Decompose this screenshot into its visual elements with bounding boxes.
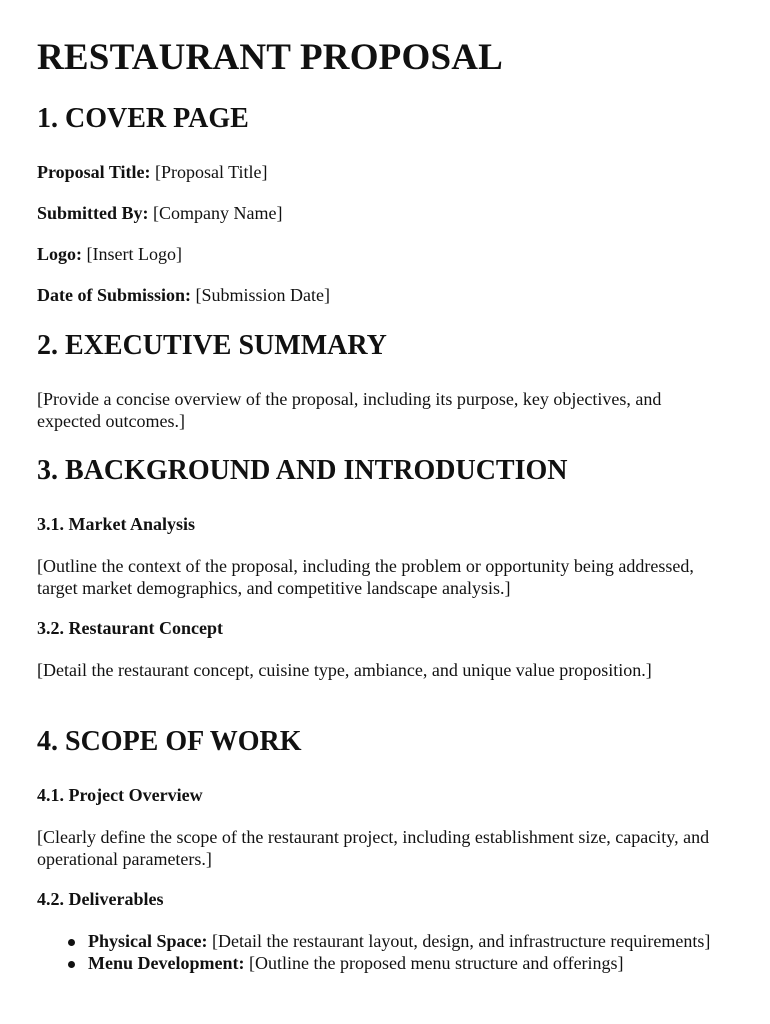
field-proposal-title bbox=[37, 161, 268, 183]
bullet-icon bbox=[68, 961, 75, 968]
section-heading-executive-summary: 2. EXECUTIVE SUMMARY bbox=[37, 330, 387, 361]
list-item bbox=[37, 952, 727, 974]
field-label: Date of Submission: bbox=[37, 285, 192, 305]
subsection-heading-market-analysis: 3.1. Market Analysis bbox=[37, 514, 196, 534]
field-value: [Submission Date] bbox=[195, 285, 331, 305]
executive-summary-body: [Provide a concise overview of the proposal, including its purpose, key objectives, and expected outcomes.] bbox=[37, 389, 662, 431]
field-value: [Company Name] bbox=[153, 203, 283, 223]
document-title: RESTAURANT PROPOSAL bbox=[37, 37, 504, 78]
list-item-text: [Detail the restaurant layout, design, and infrastructure requirements] bbox=[212, 931, 711, 951]
list-item-text: [Outline the proposed menu structure and offerings] bbox=[248, 953, 624, 973]
list-item bbox=[37, 930, 727, 952]
deliverables-list bbox=[37, 930, 727, 974]
project-overview-body: [Clearly define the scope of the restaurant project, including establishment size, capacity, and operational parameters.] bbox=[37, 827, 710, 869]
restaurant-concept-body: [Detail the restaurant concept, cuisine type, ambiance, and unique value proposition.] bbox=[37, 660, 652, 680]
section-heading-background: 3. BACKGROUND AND INTRODUCTION bbox=[37, 455, 568, 486]
field-label: Proposal Title: bbox=[37, 162, 151, 182]
list-item-label: Menu Development: bbox=[88, 953, 245, 973]
subsection-heading-deliverables: 4.2. Deliverables bbox=[37, 889, 164, 909]
field-date-of-submission bbox=[37, 284, 330, 306]
section-heading-cover: 1. COVER PAGE bbox=[37, 103, 249, 134]
field-value: [Proposal Title] bbox=[155, 162, 268, 182]
subsection-heading-project-overview: 4.1. Project Overview bbox=[37, 785, 203, 805]
market-analysis-body: [Outline the context of the proposal, including the problem or opportunity being addressed, target market demographics, and competitive landscape analysis.] bbox=[37, 556, 694, 598]
bullet-icon bbox=[68, 939, 75, 946]
section-heading-scope: 4. SCOPE OF WORK bbox=[37, 726, 302, 757]
field-label: Logo: bbox=[37, 244, 82, 264]
list-item-label: Physical Space: bbox=[88, 931, 208, 951]
field-label: Submitted By: bbox=[37, 203, 149, 223]
field-logo bbox=[37, 243, 182, 265]
field-value: [Insert Logo] bbox=[86, 244, 182, 264]
subsection-heading-restaurant-concept: 3.2. Restaurant Concept bbox=[37, 618, 223, 638]
field-submitted-by bbox=[37, 202, 282, 224]
